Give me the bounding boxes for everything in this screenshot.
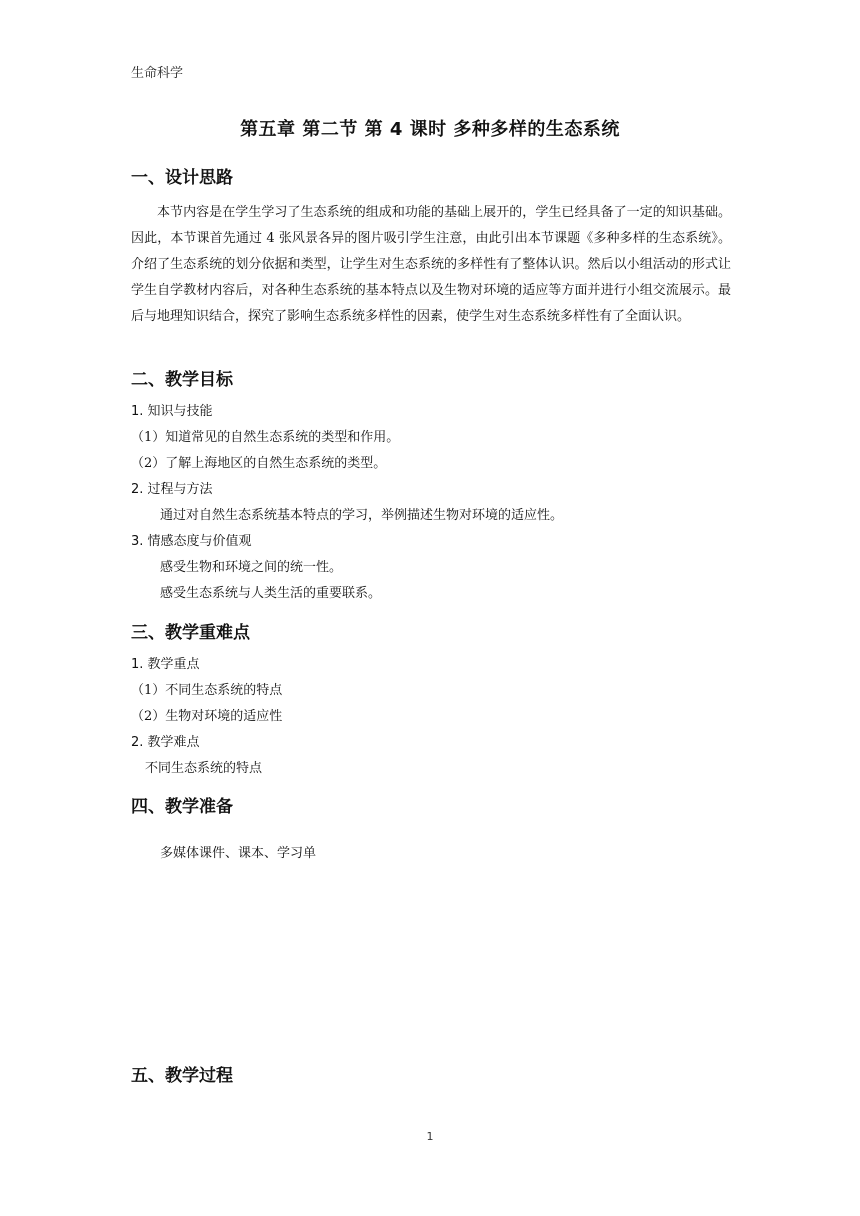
section-heading-teaching-goals: 二、教学目标 (131, 370, 233, 390)
goal-knowledge-item-1: （1）知道常见的自然生态系统的类型和作用。 (131, 430, 400, 445)
section-heading-key-points: 三、教学重难点 (131, 623, 250, 643)
section-heading-teaching-process: 五、教学过程 (131, 1066, 233, 1086)
difficult-point-text: 不同生态系统的特点 (145, 761, 263, 776)
goal-process-text: 通过对自然生态系统基本特点的学习，举例描述生物对环境的适应性。 (160, 508, 564, 523)
key-points-label: 1. 教学重点 (131, 657, 200, 672)
goal-knowledge-item-2: （2）了解上海地区的自然生态系统的类型。 (131, 456, 387, 471)
key-point-item-1: （1）不同生态系统的特点 (131, 683, 283, 698)
key-point-item-2: （2）生物对环境的适应性 (131, 709, 283, 724)
section-heading-preparation: 四、教学准备 (131, 797, 233, 817)
difficult-points-label: 2. 教学难点 (131, 735, 200, 750)
design-ideas-paragraph: 本节内容是在学生学习了生态系统的组成和功能的基础上展开的，学生已经具备了一定的知识基础。因此，本节课首先通过 4 张风景各异的图片吸引学生注意，由此引出本节课题《多种多样的生态系统》。介绍了生态系统的划分依据和类型，让学生对生态系统的多样性有了整体认识。然后以小组活动的形式让学生自学教材内容后，对各种生态系统的基本特点以及生物对环境的适应等方面并进行小组交流展示。最后与地理知识结合，探究了影响生态系统多样性的因素，使学生对生态系统多样性有了全面认识。 (131, 205, 731, 324)
goal-process-methods: 2. 过程与方法 (131, 482, 213, 497)
page-number: 1 (426, 1130, 434, 1143)
goal-attitude-item-1: 感受生物和环境之间的统一性。 (160, 560, 343, 575)
goal-knowledge-skills: 1. 知识与技能 (131, 404, 213, 419)
section-heading-design-ideas: 一、设计思路 (131, 168, 233, 188)
document-title: 第五章 第二节 第 4 课时 多种多样的生态系统 (240, 119, 620, 140)
preparation-text: 多媒体课件、课本、学习单 (160, 846, 317, 861)
goal-attitude-values: 3. 情感态度与价值观 (131, 534, 252, 549)
page-header: 生命科学 (131, 66, 184, 81)
goal-attitude-item-2: 感受生态系统与人类生活的重要联系。 (160, 586, 382, 601)
